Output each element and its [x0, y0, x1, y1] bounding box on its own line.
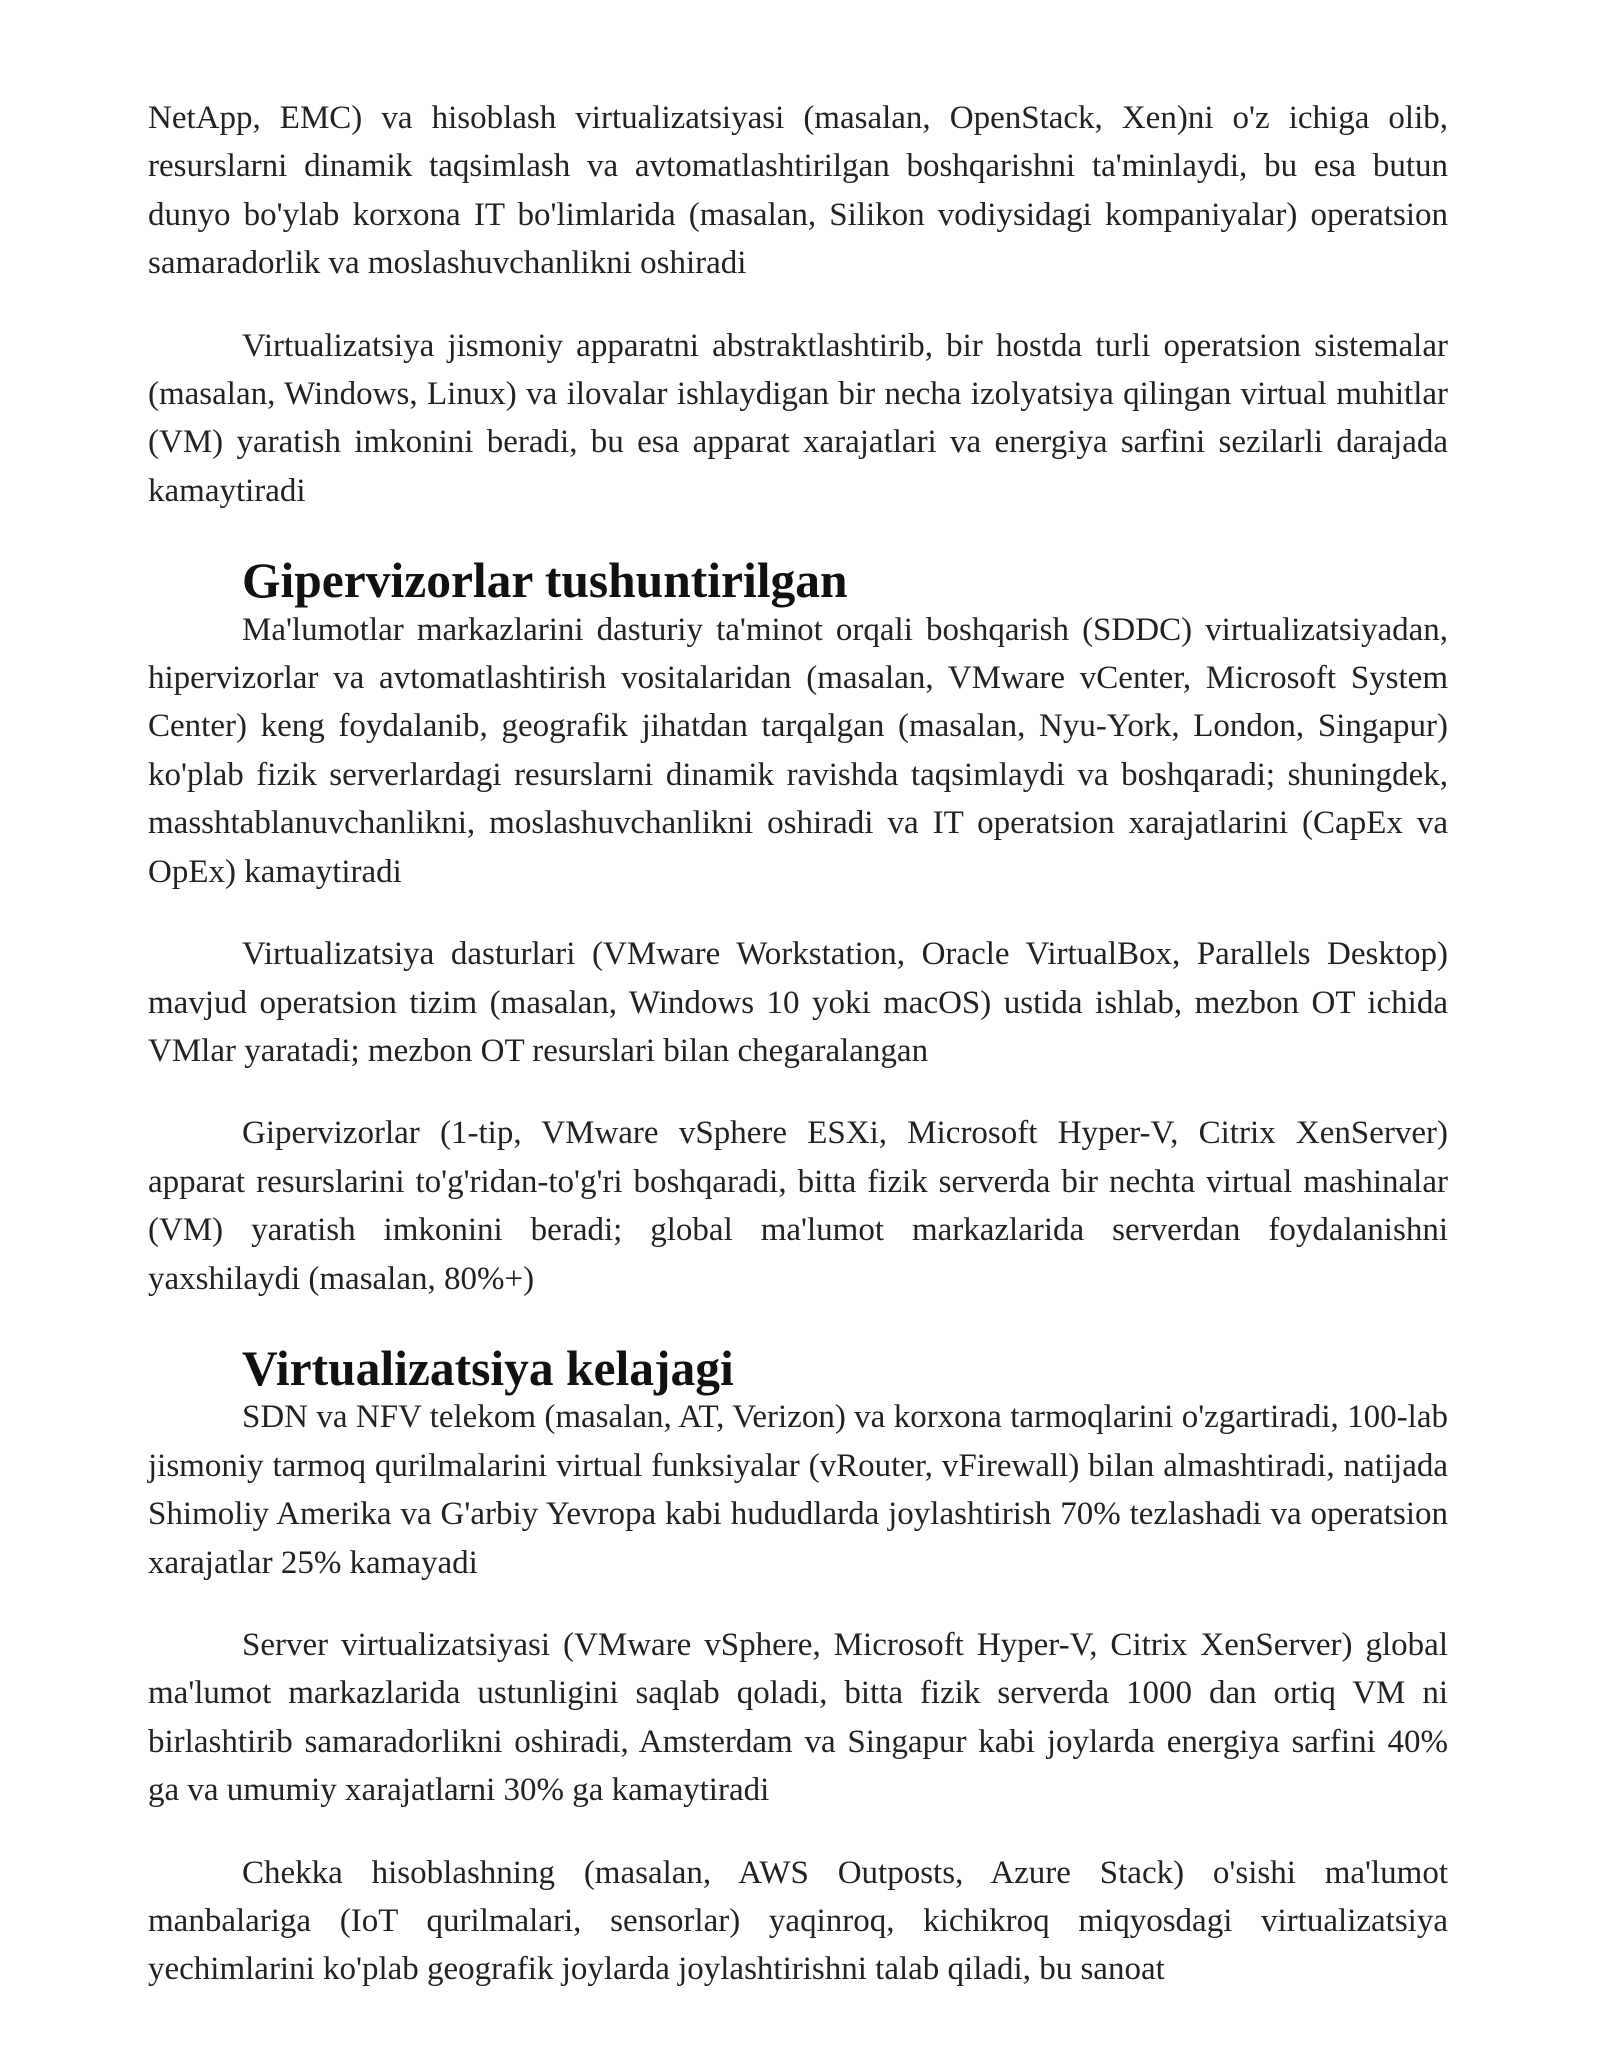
section-heading-hypervisors: Gipervizorlar tushuntirilgan	[242, 553, 848, 609]
paragraph-sddc: Ma'lumotlar markazlarini dasturiy ta'minot orqali boshqarish (SDDC) virtualizatsiyadan, hipervizorlar va avtomatlashtirish vositalaridan (masalan, VMware vCenter, Microsoft System Center) keng foydalanib, geografik jihatdan tarqalgan (masalan, Nyu-York, London, Singapur) ko'plab fizik serverlardagi resurslarni dinamik ravishda taqsimlaydi va boshqaradi; shuningdek, masshtablanuvchanlikni, moslashuvchanlikni oshiradi va IT operatsion xarajatlarini (CapEx va OpEx) kamaytiradi	[148, 611, 1448, 890]
paragraph-spacer	[148, 1587, 1448, 1621]
paragraph-virtualization-intro: Virtualizatsiya jismoniy apparatni abstraktlashtirib, bir hostda turli operatsion sistemalar (masalan, Windows, Linux) va ilovalar ishlaydigan bir necha izolyatsiya qilingan virtual muhitlar (VM) yaratish imkonini beradi, bu esa apparat xarajatlari va energiya sarfini sezilarli darajada kamaytiradi	[148, 327, 1448, 509]
paragraph-virtualization-software: Virtualizatsiya dasturlari (VMware Workstation, Oracle VirtualBox, Parallels Desktop) mavjud operatsion tizim (masalan, Windows 10 yoki macOS) ustida ishlab, mezbon OT ichida VMlar yaratadi; mezbon OT resurslari bilan chegaralangan	[148, 936, 1448, 1069]
paragraph-edge-computing: Chekka hisoblashning (masalan, AWS Outposts, Azure Stack) o'sishi ma'lumot manbalariga (IoT qurilmalari, sensorlar) yaqinroq, kichikroq miqyosdagi virtualizatsiya yechimlarini ko'plab geografik joylarda joylashtirishni talab qiladi, bu sanoat	[148, 1854, 1448, 1988]
document-page	[148, 94, 1448, 1994]
paragraph-spacer	[148, 1075, 1448, 1109]
paragraph-spacer	[148, 288, 1448, 322]
section-spacer	[148, 1303, 1448, 1345]
paragraph-hypervisors-type1: Gipervizorlar (1-tip, VMware vSphere ESXi, Microsoft Hyper-V, Citrix XenServer) apparat resurslarini to'g'ridan-to'g'ri boshqaradi, bitta fizik serverda bir nechta virtual mashinalar (VM) yaratish imkonini beradi; global ma'lumot markazlarida serverdan foydalanishni yaxshilaydi (masalan, 80%+)	[148, 1115, 1448, 1297]
section-heading-future: Virtualizatsiya kelajagi	[242, 1340, 734, 1396]
paragraph-spacer	[148, 1815, 1448, 1849]
section-spacer	[148, 515, 1448, 557]
paragraph-server-virtualization: Server virtualizatsiyasi (VMware vSphere, Microsoft Hyper-V, Citrix XenServer) global ma'lumot markazlarida ustunligini saqlab qoladi, bitta fizik serverda 1000 dan ortiq VM ni birlashtirib samaradorlikni oshiradi, Amsterdam va Singapur kabi joylarda energiya sarfini 40% ga va umumiy xarajatlarni 30% ga kamaytiradi	[148, 1626, 1448, 1809]
paragraph-spacer	[148, 896, 1448, 930]
paragraph-continuation: NetApp, EMC) va hisoblash virtualizatsiyasi (masalan, OpenStack, Xen)ni o'z ichiga olib, resurslarni dinamik taqsimlash va avtomatlashtirilgan boshqarishni ta'minlaydi, bu esa butun dunyo bo'ylab korxona IT bo'limlarida (masalan, Silikon vodiysidagi kompaniyalar) operatsion samaradorlik va moslashuvchanlikni oshiradi	[148, 100, 1448, 282]
paragraph-sdn-nfv: SDN va NFV telekom (masalan, AT, Verizon) va korxona tarmoqlarini o'zgartiradi, 100-lab jismoniy tarmoq qurilmalarini virtual funksiyalar (vRouter, vFirewall) bilan almashtiradi, natijada Shimoliy Amerika va G'arbiy Yevropa kabi hududlarda joylashtirish 70% tezlashadi va operatsion xarajatlar 25% kamayadi	[148, 1399, 1448, 1581]
